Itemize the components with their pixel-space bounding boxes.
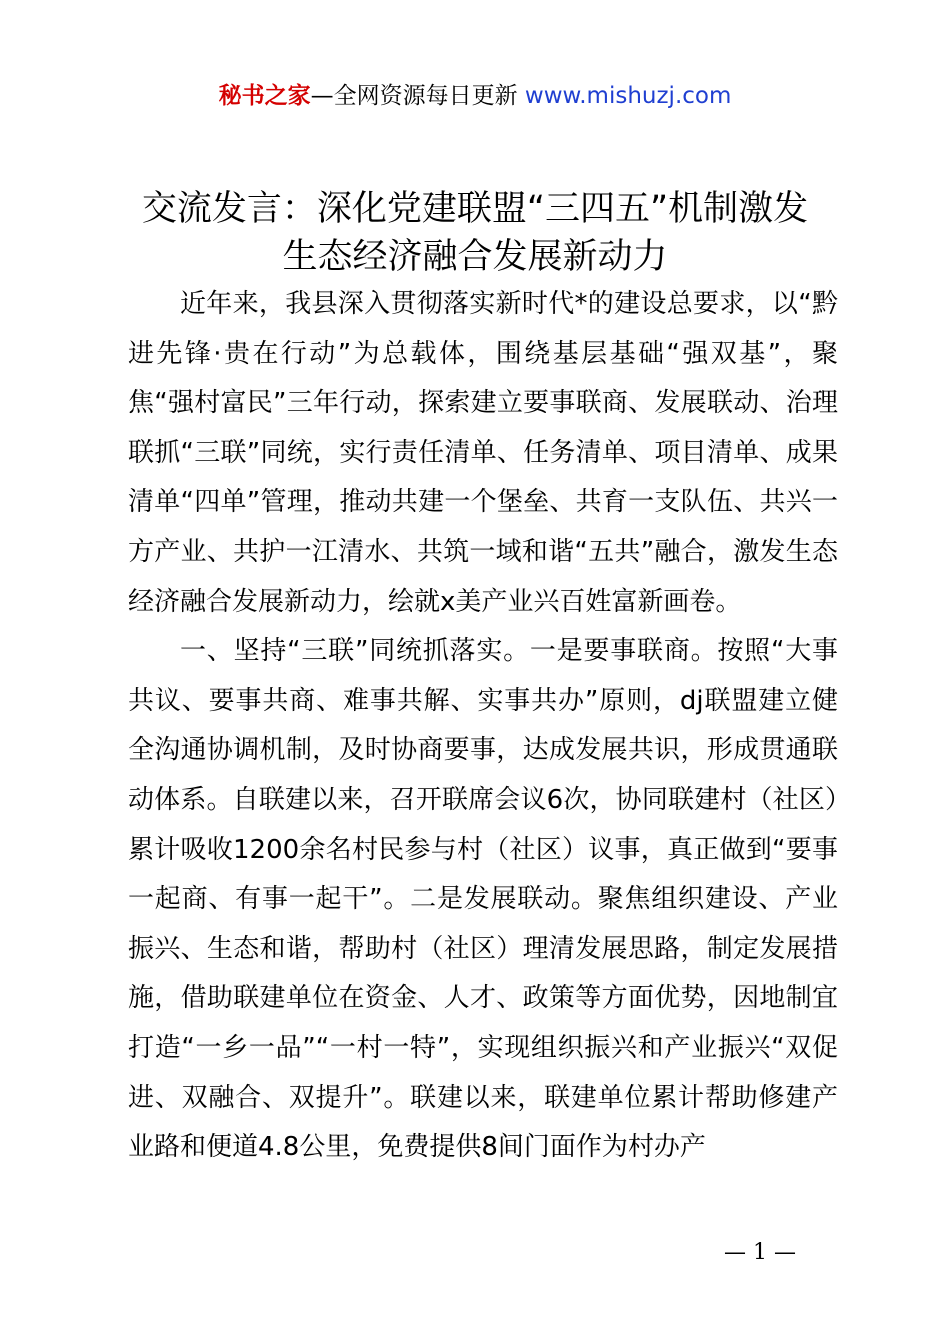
site-header-banner <box>0 80 950 112</box>
document-title-line-1: 交流发言：深化党建联盟“三四五”机制激发 <box>141 189 809 229</box>
page-number: — 1 — <box>724 1240 796 1265</box>
site-brand-name: 秘书之家 <box>218 83 311 109</box>
paragraph-intro: 近年来，我县深入贯彻落实新时代*的建设总要求，以“黔进先锋·贵在行动”为总载体，围绕基层基础“强双基”，聚焦“强村富民”三年行动，探索建立要事联商、发展联动、治理联抓“三联”同统，实行责任清单、任务清单、项目清单、成果清单“四单”管理，推动共建一个堡垒、共育一支队伍、共兴一方产业、共护一江清水、共筑一域和谐“五共”融合，激发生态经济融合发展新动力，绘就x美产业兴百姓富新画卷。 <box>128 289 838 617</box>
document-body <box>128 280 838 1173</box>
site-url-link[interactable]: www.mishuzj.com <box>524 83 732 109</box>
paragraph-section-one: 一、坚持“三联”同统抓落实。一是要事联商。按照“大事共议、要事共商、难事共解、实事共办”原则，dj联盟建立健全沟通协调机制，及时协商要事，达成发展共识，形成贯通联动体系。自联建以来，召开联席会议6次，协同联建村（社区）累计吸收1200余名村民参与村（社区）议事，真正做到“要事一起商、有事一起干”。二是发展联动。聚焦组织建设、产业振兴、生态和谐，帮助村（社区）理清发展思路，制定发展措施，借助联建单位在资金、人才、政策等方面优势，因地制宜打造“一乡一品”“一村一特”，实现组织振兴和产业振兴“双促进、双融合、双提升”。联建以来，联建单位累计帮助修建产业路和便道4.8公里，免费提供8间门面作为村办产 <box>128 636 838 1163</box>
document-title-line-2: 生态经济融合发展新动力 <box>282 237 668 277</box>
document-title <box>110 185 840 281</box>
site-slogan: —全网资源每日更新 <box>310 83 525 109</box>
